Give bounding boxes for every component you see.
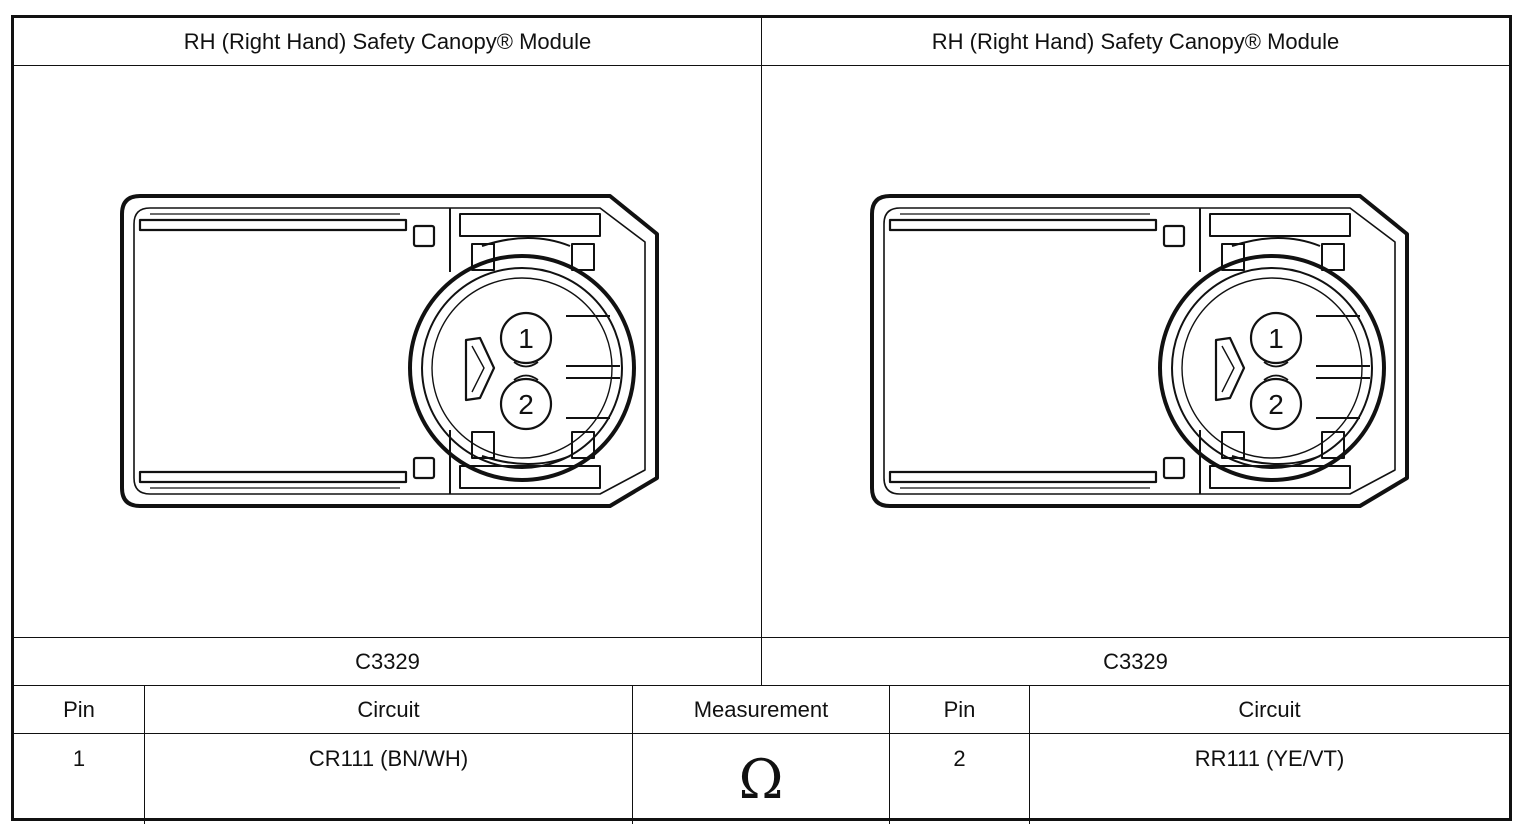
header-pin-b: Pin xyxy=(943,696,976,722)
right-connector-drawing xyxy=(860,186,1420,516)
left-connector-drawing xyxy=(110,186,670,516)
header-circuit-b: Circuit xyxy=(1238,696,1301,722)
row-circuit-b: RR111 (YE/VT) xyxy=(1194,746,1345,771)
measurement-symbol: Ω xyxy=(738,748,784,811)
left-connector-id: C3329 xyxy=(355,648,420,674)
right-pin-2-label: 2 xyxy=(1268,389,1284,420)
header-measurement: Measurement xyxy=(693,696,829,722)
diagram-frame xyxy=(11,15,1512,821)
right-connector-id: C3329 xyxy=(1103,648,1168,674)
left-module-title: RH (Right Hand) Safety Canopy® Module xyxy=(183,28,592,54)
header-pin-a: Pin xyxy=(63,696,95,722)
left-pin-2-label: 2 xyxy=(518,389,534,420)
right-module-title: RH (Right Hand) Safety Canopy® Module xyxy=(931,28,1340,54)
right-pin-1-label: 1 xyxy=(1268,323,1284,354)
left-pin-1-label: 1 xyxy=(518,323,534,354)
header-circuit-a: Circuit xyxy=(357,696,420,722)
row-pin-b: 2 xyxy=(953,746,966,771)
ohm-icon xyxy=(633,734,889,818)
row-pin-a: 1 xyxy=(72,746,86,771)
row-circuit-a: CR111 (BN/WH) xyxy=(308,746,469,771)
divider-center xyxy=(761,18,762,685)
